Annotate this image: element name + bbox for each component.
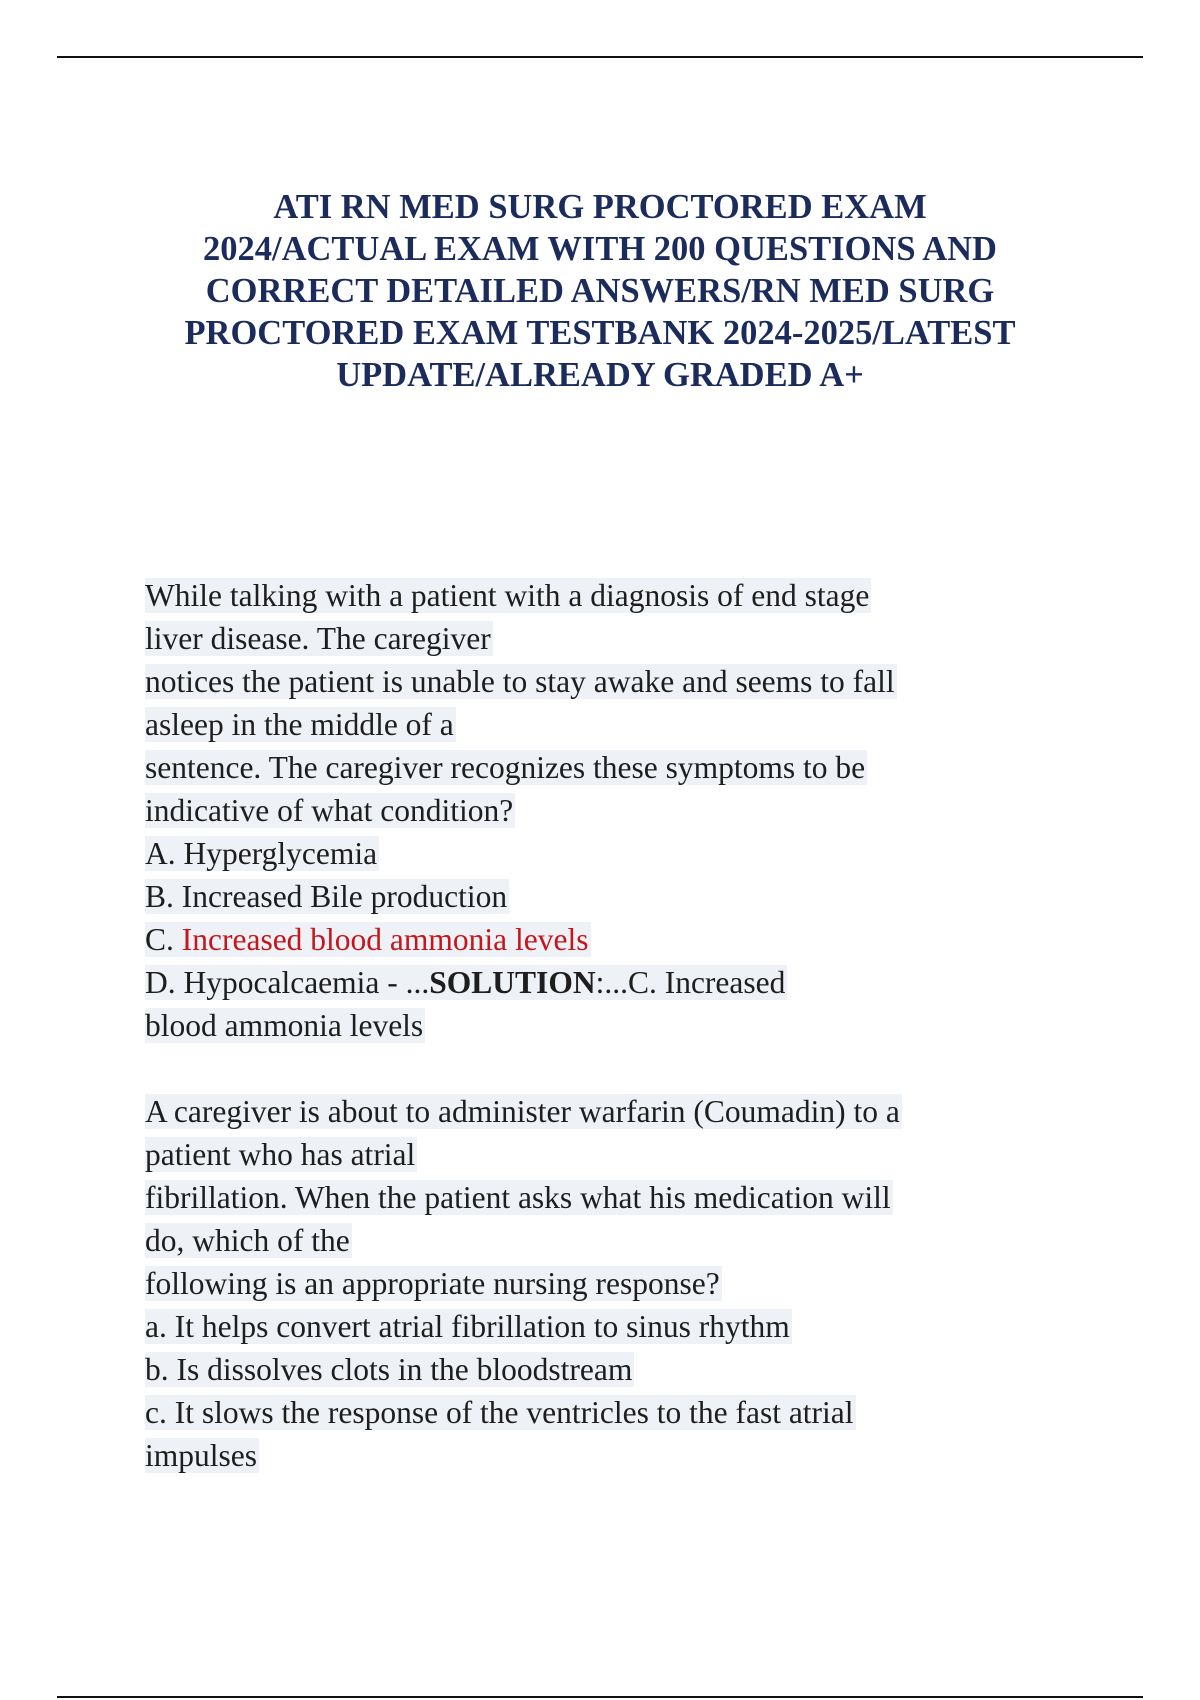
question-stem-line: fibrillation. When the patient asks what his medication will (145, 1180, 891, 1215)
solution-answer: :...C. Increased (595, 965, 786, 1000)
question-stem-line: following is an appropriate nursing response? (145, 1266, 720, 1301)
answer-option-a: a. It helps convert atrial fibrillation to sinus rhythm (145, 1309, 790, 1344)
question-1 (145, 574, 1045, 1047)
question-stem-line: notices the patient is unable to stay awake and seems to fall (145, 664, 895, 699)
answer-option-b: B. Increased Bile production (145, 879, 508, 914)
answer-option-a: A. Hyperglycemia (145, 836, 378, 871)
bottom-rule (57, 1696, 1143, 1698)
question-stem-line: A caregiver is about to administer warfarin (Coumadin) to a (145, 1094, 900, 1129)
question-stem-line: patient who has atrial (145, 1137, 416, 1172)
title-line: PROCTORED EXAM TESTBANK 2024-2025/LATEST (184, 314, 1016, 352)
question-stem-line: liver disease. The caregiver (145, 621, 491, 656)
document-title (140, 186, 1060, 396)
title-line: CORRECT DETAILED ANSWERS/RN MED SURG (205, 272, 995, 310)
question-2 (145, 1090, 1045, 1477)
option-d-text: D. Hypocalcaemia - ... (145, 965, 430, 1000)
answer-option-c-continued: impulses (145, 1438, 258, 1473)
correct-answer-text: Increased blood ammonia levels (181, 922, 589, 957)
question-stem-line: do, which of the (145, 1223, 350, 1258)
answer-option-c (145, 918, 1045, 961)
answer-option-b: b. Is dissolves clots in the bloodstream (145, 1352, 633, 1387)
top-rule (57, 56, 1143, 58)
question-stem-line: While talking with a patient with a diagnosis of end stage (145, 578, 870, 613)
question-stem-line: indicative of what condition? (145, 793, 514, 828)
question-stem-line: sentence. The caregiver recognizes these symptoms to be (145, 750, 866, 785)
solution-label: SOLUTION (429, 965, 596, 1000)
option-c-prefix: C. (145, 922, 182, 957)
title-line: 2024/ACTUAL EXAM WITH 200 QUESTIONS AND (203, 230, 997, 268)
question-stem-line: asleep in the middle of a (145, 707, 454, 742)
answer-option-d (145, 961, 1045, 1004)
title-line: UPDATE/ALREADY GRADED A+ (336, 356, 864, 394)
answer-option-c: c. It slows the response of the ventricles to the fast atrial (145, 1395, 854, 1430)
title-line: ATI RN MED SURG PROCTORED EXAM (273, 188, 927, 226)
solution-answer-continued: blood ammonia levels (145, 1008, 424, 1043)
